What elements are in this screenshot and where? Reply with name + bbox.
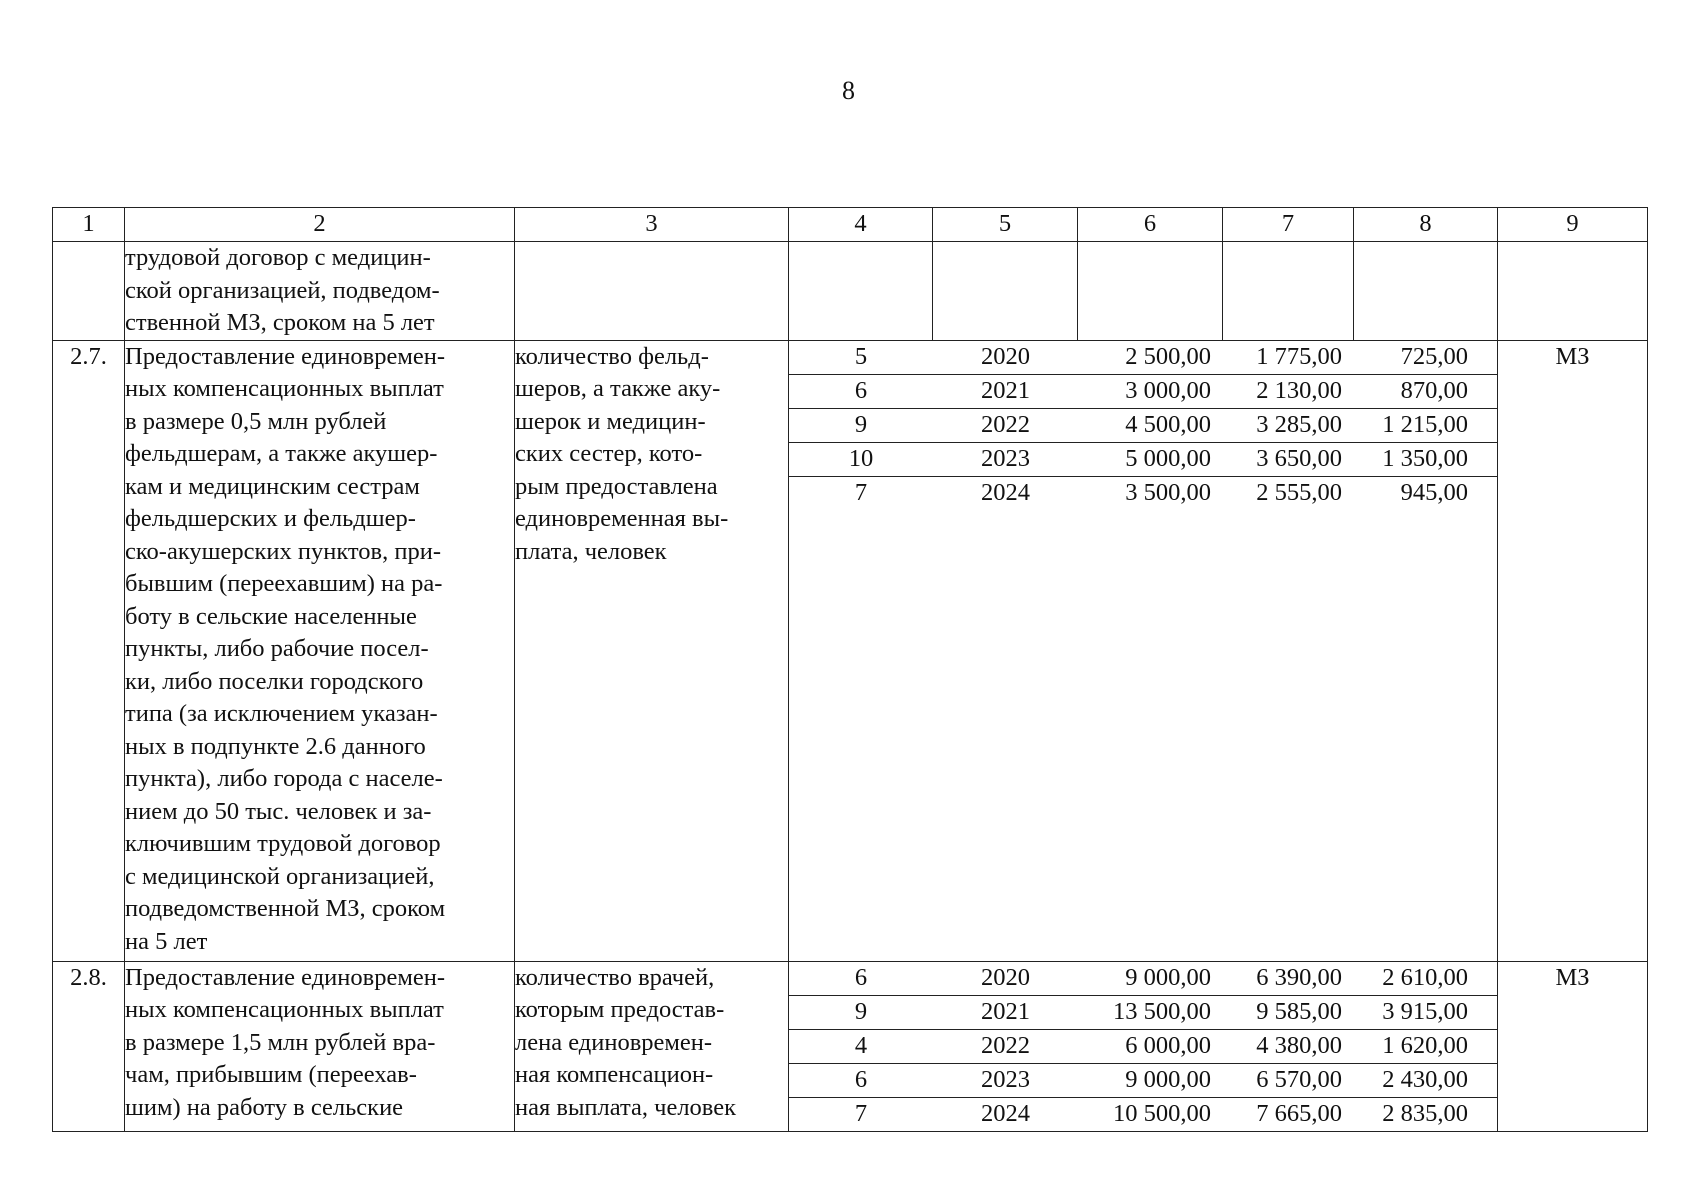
count-cell: 4 [789, 1029, 933, 1063]
year-cell: 2020 [933, 962, 1078, 996]
year-row [789, 1029, 1498, 1063]
col7-cell: 3 650,00 [1223, 442, 1354, 476]
year-row [789, 341, 1498, 375]
empty-cell [1354, 242, 1498, 341]
col8-cell: 1 620,00 [1354, 1029, 1498, 1063]
total-cell: 6 000,00 [1078, 1029, 1223, 1063]
count-cell: 7 [854, 478, 868, 506]
responsible-org-cell: МЗ [1498, 340, 1648, 961]
year-cell: 2024 [981, 478, 1030, 506]
year-cell: 2023 [933, 1063, 1078, 1097]
header-cell: 9 [1498, 208, 1648, 242]
header-cell: 3 [515, 208, 789, 242]
col8-cell: 1 350,00 [1354, 442, 1498, 476]
yearly-values-table [789, 962, 1498, 1131]
indicator-cell [515, 961, 789, 1131]
col8-cell: 2 430,00 [1354, 1063, 1498, 1097]
year-row [789, 995, 1498, 1029]
year-row [789, 962, 1498, 996]
empty-cell [933, 242, 1078, 341]
indicator-cell [515, 340, 789, 961]
year-cell: 2022 [933, 1029, 1078, 1063]
row-number-cell: 2.8. [53, 961, 125, 1131]
col8-cell: 945,00 [1400, 478, 1468, 506]
header-cell: 7 [1223, 208, 1354, 242]
description-text: Предоставление единовремен- ных компенсационных выплат в размере 1,5 млн рублей вра- чам, прибывшим (переехав- шим) на работу в сельские [125, 963, 445, 1121]
total-cell: 10 500,00 [1113, 1099, 1211, 1127]
total-cell: 2 500,00 [1078, 341, 1223, 375]
page-number: 8 [842, 76, 855, 105]
yearly-values-cell [789, 340, 1498, 961]
col7-cell: 3 285,00 [1223, 408, 1354, 442]
table-row [53, 961, 1648, 1131]
col8-cell: 725,00 [1354, 341, 1498, 375]
yearly-values-table [789, 341, 1498, 510]
year-cell: 2022 [933, 408, 1078, 442]
empty-cell [789, 242, 933, 341]
total-cell: 4 500,00 [1078, 408, 1223, 442]
row-number-cell [53, 242, 125, 341]
count-cell: 6 [789, 962, 933, 996]
indicator-cell [515, 242, 789, 341]
header-cell: 8 [1354, 208, 1498, 242]
total-cell: 9 000,00 [1078, 1063, 1223, 1097]
col8-cell: 870,00 [1354, 374, 1498, 408]
year-cell: 2021 [933, 995, 1078, 1029]
year-cell: 2021 [933, 374, 1078, 408]
year-cell: 2024 [981, 1099, 1030, 1127]
row-number-cell: 2.7. [53, 340, 125, 961]
year-row [789, 1097, 1498, 1131]
col8-cell: 3 915,00 [1354, 995, 1498, 1029]
total-cell: 9 000,00 [1078, 962, 1223, 996]
header-row [53, 208, 1648, 242]
year-row [789, 408, 1498, 442]
header-cell: 5 [933, 208, 1078, 242]
total-cell: 3 000,00 [1078, 374, 1223, 408]
header-cell: 2 [125, 208, 515, 242]
count-cell: 9 [789, 995, 933, 1029]
col7-cell: 2 555,00 [1256, 478, 1342, 506]
yearly-values-cell [789, 961, 1498, 1131]
total-cell: 13 500,00 [1078, 995, 1223, 1029]
col8-cell: 2 835,00 [1382, 1099, 1468, 1127]
col7-cell: 6 390,00 [1223, 962, 1354, 996]
col8-cell: 1 215,00 [1354, 408, 1498, 442]
header-cell: 4 [789, 208, 933, 242]
year-row [789, 476, 1498, 510]
table-row [53, 340, 1648, 961]
count-cell: 7 [854, 1099, 868, 1127]
count-cell: 9 [789, 408, 933, 442]
description-cell [125, 340, 515, 961]
col7-cell: 7 665,00 [1256, 1099, 1342, 1127]
col8-cell: 2 610,00 [1354, 962, 1498, 996]
empty-cell [1078, 242, 1223, 341]
description-cell [125, 961, 515, 1131]
indicator-text: количество фельд- шеров, а также аку- шерок и медицин- ских сестер, кото- рым предоставлена единовременная вы- плата, человек [515, 342, 729, 565]
count-cell: 6 [789, 374, 933, 408]
col7-cell: 1 775,00 [1223, 341, 1354, 375]
description-text: Предоставление единовремен- ных компенсационных выплат в размере 0,5 млн рублей фельдшерам, а также акушер- кам и медицинским сестрам фельдшерских и фельдшер- ско-акушерских пунктов, при- бывшим (переехавшим) на ра- боту в сельские населенные пункты, либо рабочие посел- ки, либо поселки городского типа (за исключением указан- ных в подпункте 2.6 данного пункта), либо города с населе- нием до 50 тыс. человек и за- ключившим трудовой договор с медицинской организацией, подведомственной МЗ, сроком на 5 лет [125, 342, 446, 955]
empty-cell [1223, 242, 1354, 341]
year-row [789, 1063, 1498, 1097]
count-cell: 5 [789, 341, 933, 375]
description-cell [125, 242, 515, 341]
continuation-row [53, 242, 1648, 341]
year-row [789, 442, 1498, 476]
count-cell: 6 [789, 1063, 933, 1097]
total-cell: 3 500,00 [1125, 478, 1211, 506]
total-cell: 5 000,00 [1078, 442, 1223, 476]
count-cell: 10 [789, 442, 933, 476]
program-table [52, 207, 1648, 1132]
col7-cell: 4 380,00 [1223, 1029, 1354, 1063]
responsible-org-cell: МЗ [1498, 961, 1648, 1131]
header-cell: 1 [53, 208, 125, 242]
header-cell: 6 [1078, 208, 1223, 242]
col7-cell: 9 585,00 [1223, 995, 1354, 1029]
description-text: трудовой договор с медицин- ской организацией, подведом- ственной МЗ, сроком на 5 лет [125, 244, 440, 336]
col7-cell: 2 130,00 [1223, 374, 1354, 408]
col7-cell: 6 570,00 [1223, 1063, 1354, 1097]
year-cell: 2023 [933, 442, 1078, 476]
year-row [789, 374, 1498, 408]
indicator-text: количество врачей, которым предостав- лена единовремен- ная компенсацион- ная выплата, человек [515, 963, 736, 1121]
empty-cell [1498, 242, 1648, 341]
year-cell: 2020 [933, 341, 1078, 375]
